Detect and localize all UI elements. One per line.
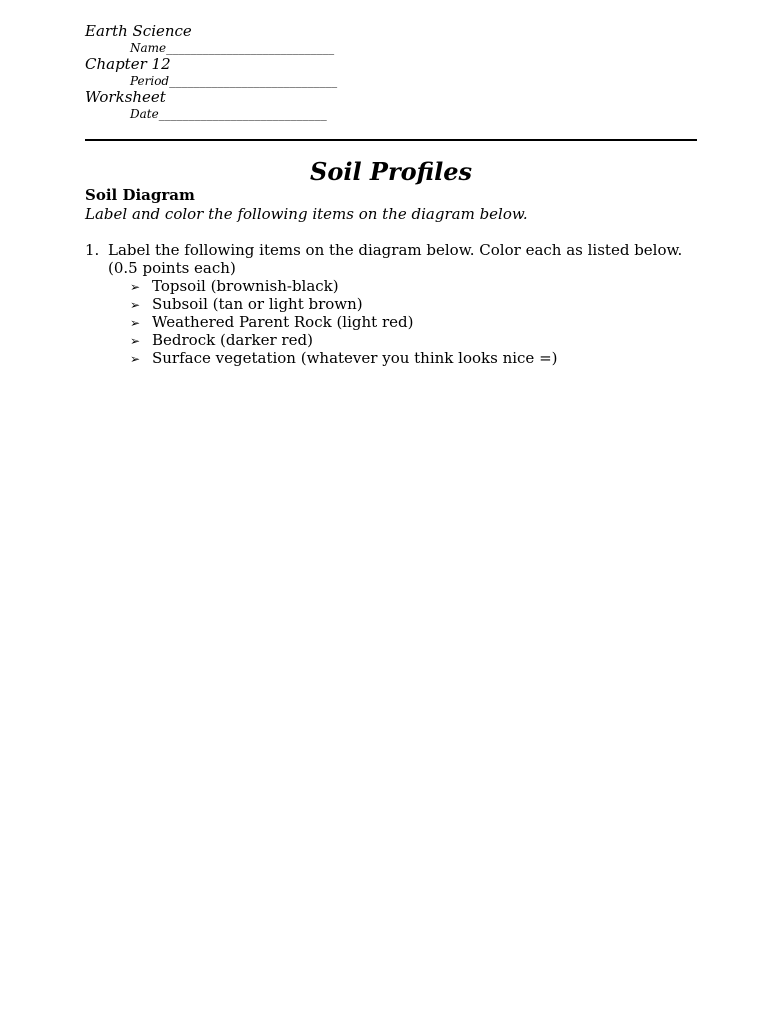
arrow-bullet-icon: ➢ <box>130 352 141 366</box>
list-item <box>130 295 363 314</box>
page-title: Soil Profiles <box>310 157 472 186</box>
list-item <box>130 313 413 332</box>
arrow-bullet-icon: ➢ <box>130 316 141 330</box>
section-heading: Soil Diagram <box>85 186 195 204</box>
arrow-bullet-icon: ➢ <box>130 334 141 348</box>
list-item-label: Weathered Parent Rock (light red) <box>152 313 414 331</box>
period-field: Period____________________________ <box>130 74 338 88</box>
section-instruction: Label and color the following items on the diagram below. <box>85 205 528 223</box>
list-item-label: Surface vegetation (whatever you think looks nice =) <box>152 349 558 367</box>
list-item-label: Subsoil (tan or light brown) <box>152 295 363 313</box>
arrow-bullet-icon: ➢ <box>130 298 141 312</box>
worksheet-label: Worksheet <box>85 88 166 106</box>
chapter-title: Chapter 12 <box>85 55 171 73</box>
name-field: Name____________________________ <box>130 41 335 55</box>
question-number: 1. <box>85 241 100 259</box>
question-text: Label the following items on the diagram below. Color each as listed below. <box>108 241 683 259</box>
course-title: Earth Science <box>85 22 192 40</box>
list-item <box>130 277 339 296</box>
header-divider <box>85 139 697 141</box>
list-item-label: Bedrock (darker red) <box>152 331 313 349</box>
list-item-label: Topsoil (brownish-black) <box>152 277 339 295</box>
date-field: Date____________________________ <box>130 107 327 121</box>
arrow-bullet-icon: ➢ <box>130 280 141 294</box>
list-item <box>130 349 558 368</box>
list-item <box>130 331 313 350</box>
question-points: (0.5 points each) <box>108 259 236 277</box>
